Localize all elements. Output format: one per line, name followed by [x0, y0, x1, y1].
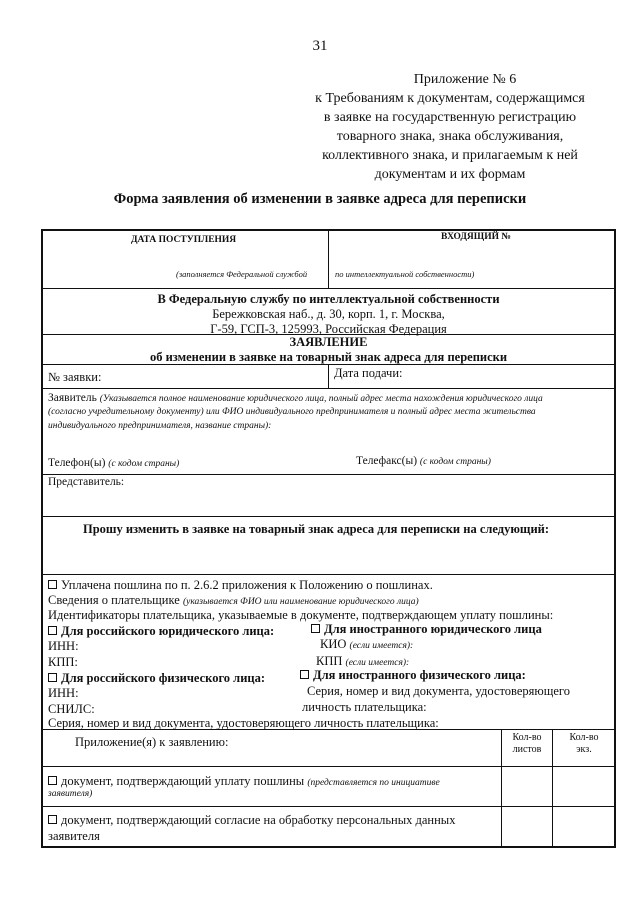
- inn-individual-label: ИНН:: [48, 686, 79, 700]
- ru-individual-label: Для российского физического лица:: [61, 671, 266, 685]
- inn-label: ИНН:: [48, 639, 79, 653]
- ru-individual-checkbox[interactable]: [48, 673, 57, 682]
- appendix-line: к Требованиям к документам, содержащимся: [315, 91, 585, 106]
- application-form: [41, 229, 616, 848]
- attachment-payment-note: (представляется по инициативе: [307, 778, 440, 788]
- applicant-label: Заявитель: [48, 392, 97, 404]
- attachment-consent-checkbox[interactable]: [48, 815, 57, 824]
- sheets-column-header: Кол-во листов: [512, 732, 542, 755]
- fax-note: (с кодом страны): [419, 457, 491, 467]
- attachment-payment-note-2: заявителя): [48, 789, 93, 799]
- payment-block: [43, 575, 614, 730]
- receipt-note-right: по интеллектуальной собственности): [335, 269, 475, 279]
- foreign-doc-line-1: Серия, номер и вид документа, удостоверяющего: [307, 684, 570, 698]
- snils-label: СНИЛС:: [48, 702, 95, 716]
- attachment-consent-text: документ, подтверждающий согласие на обработку персональных данных: [61, 813, 456, 827]
- payer-label: Сведения о плательщике: [48, 593, 180, 607]
- form-title: Форма заявления об изменении в заявке адреса для переписки: [113, 191, 527, 207]
- date-received-label: ДАТА ПОСТУПЛЕНИЯ: [131, 235, 237, 245]
- page-number: 31: [312, 38, 328, 54]
- statement-title: ЗАЯВЛЕНИЕ: [289, 335, 368, 349]
- fee-paid-checkbox[interactable]: [48, 580, 57, 589]
- representative-label: Представитель:: [48, 476, 125, 488]
- appendix-line: коллективного знака, и прилагаемым к ней: [322, 148, 578, 163]
- receipt-note-left: (заполняется Федеральной службой: [176, 269, 308, 279]
- foreign-legal-checkbox[interactable]: [311, 624, 320, 633]
- attachment-row: [43, 767, 614, 807]
- appendix-header: [300, 70, 600, 184]
- addressee-block: [43, 289, 614, 335]
- incoming-number-label: ВХОДЯЩИЙ №: [441, 232, 511, 242]
- ru-legal-label: Для российского юридического лица:: [61, 624, 275, 638]
- kpp-label: КПП:: [48, 655, 78, 669]
- filing-date-label: Дата подачи:: [334, 366, 403, 380]
- attachments-label: Приложение(я) к заявлению:: [75, 735, 229, 749]
- appendix-title: Приложение № 6: [413, 72, 517, 87]
- appendix-line: документам и их формам: [374, 167, 526, 182]
- ru-legal-checkbox[interactable]: [48, 626, 57, 635]
- phone-note: (с кодом страны): [108, 459, 180, 469]
- addressee-address-1: Бережковская наб., д. 30, корп. 1, г. Москва,: [212, 307, 445, 321]
- copies-column-header: Кол-во экз.: [569, 732, 599, 755]
- receipt-row: [43, 231, 614, 289]
- appendix-line: в заявке на государственную регистрацию: [323, 110, 577, 125]
- ru-doc-line: Серия, номер и вид документа, удостоверяющего личность плательщика:: [48, 716, 439, 730]
- foreign-doc-line-2: личность плательщика:: [302, 700, 427, 714]
- attachments-header: [43, 730, 614, 767]
- foreign-legal-label: Для иностранного юридического лица: [324, 622, 542, 636]
- fee-paid-text: Уплачена пошлина по п. 2.6.2 приложения к Положению о пошлинах.: [61, 578, 433, 592]
- statement-subtitle: об изменении в заявке на товарный знак адреса для переписки: [149, 350, 508, 364]
- application-row: [43, 365, 614, 389]
- applicant-note-1: (Указывается полное наименование юридического лица, полный адрес места нахождения юридического лица: [99, 394, 543, 404]
- foreign-individual-checkbox[interactable]: [300, 670, 309, 679]
- statement-block: [43, 335, 614, 365]
- attachment-payment-text: документ, подтверждающий уплату пошлины: [61, 774, 305, 788]
- applicant-block: [43, 389, 614, 475]
- applicant-note-3: индивидуального предпринимателя, название страны):: [48, 421, 272, 431]
- appendix-line: товарного знака, знака обслуживания,: [336, 129, 564, 144]
- fax-label: Телефакс(ы): [356, 455, 418, 467]
- addressee-name: В Федеральную службу по интеллектуальной собственности: [157, 292, 500, 306]
- payer-identifiers: Идентификаторы плательщика, указываемые в документе, подтверждающем уплату пошлины:: [48, 608, 554, 622]
- kio-note: (если имеется):: [349, 641, 414, 651]
- representative-block: [43, 475, 614, 517]
- foreign-individual-label: Для иностранного физического лица:: [313, 668, 526, 682]
- payer-note: (указывается ФИО или наименование юридического лица): [182, 597, 419, 607]
- addressee-address-2: Г-59, ГСП-3, 125993, Российская Федерация: [210, 322, 447, 336]
- application-number-label: № заявки:: [48, 370, 102, 384]
- applicant-note-2: (согласно учредительному документу) или ФИО индивидуального предпринимателя и полный адрес места жительства: [48, 407, 536, 417]
- phone-label: Телефон(ы): [48, 457, 106, 469]
- request-block: [43, 517, 614, 575]
- kio-label: КИО: [320, 637, 347, 651]
- kpp-foreign-note: (если имеется):: [345, 658, 410, 668]
- request-text: Прошу изменить в заявке на товарный знак адреса для переписки на следующий:: [83, 522, 550, 536]
- attachment-payment-checkbox[interactable]: [48, 776, 57, 785]
- kpp-foreign-label: КПП: [316, 654, 343, 668]
- attachment-row: [43, 807, 614, 846]
- attachment-consent-text-2: заявителя: [48, 829, 100, 843]
